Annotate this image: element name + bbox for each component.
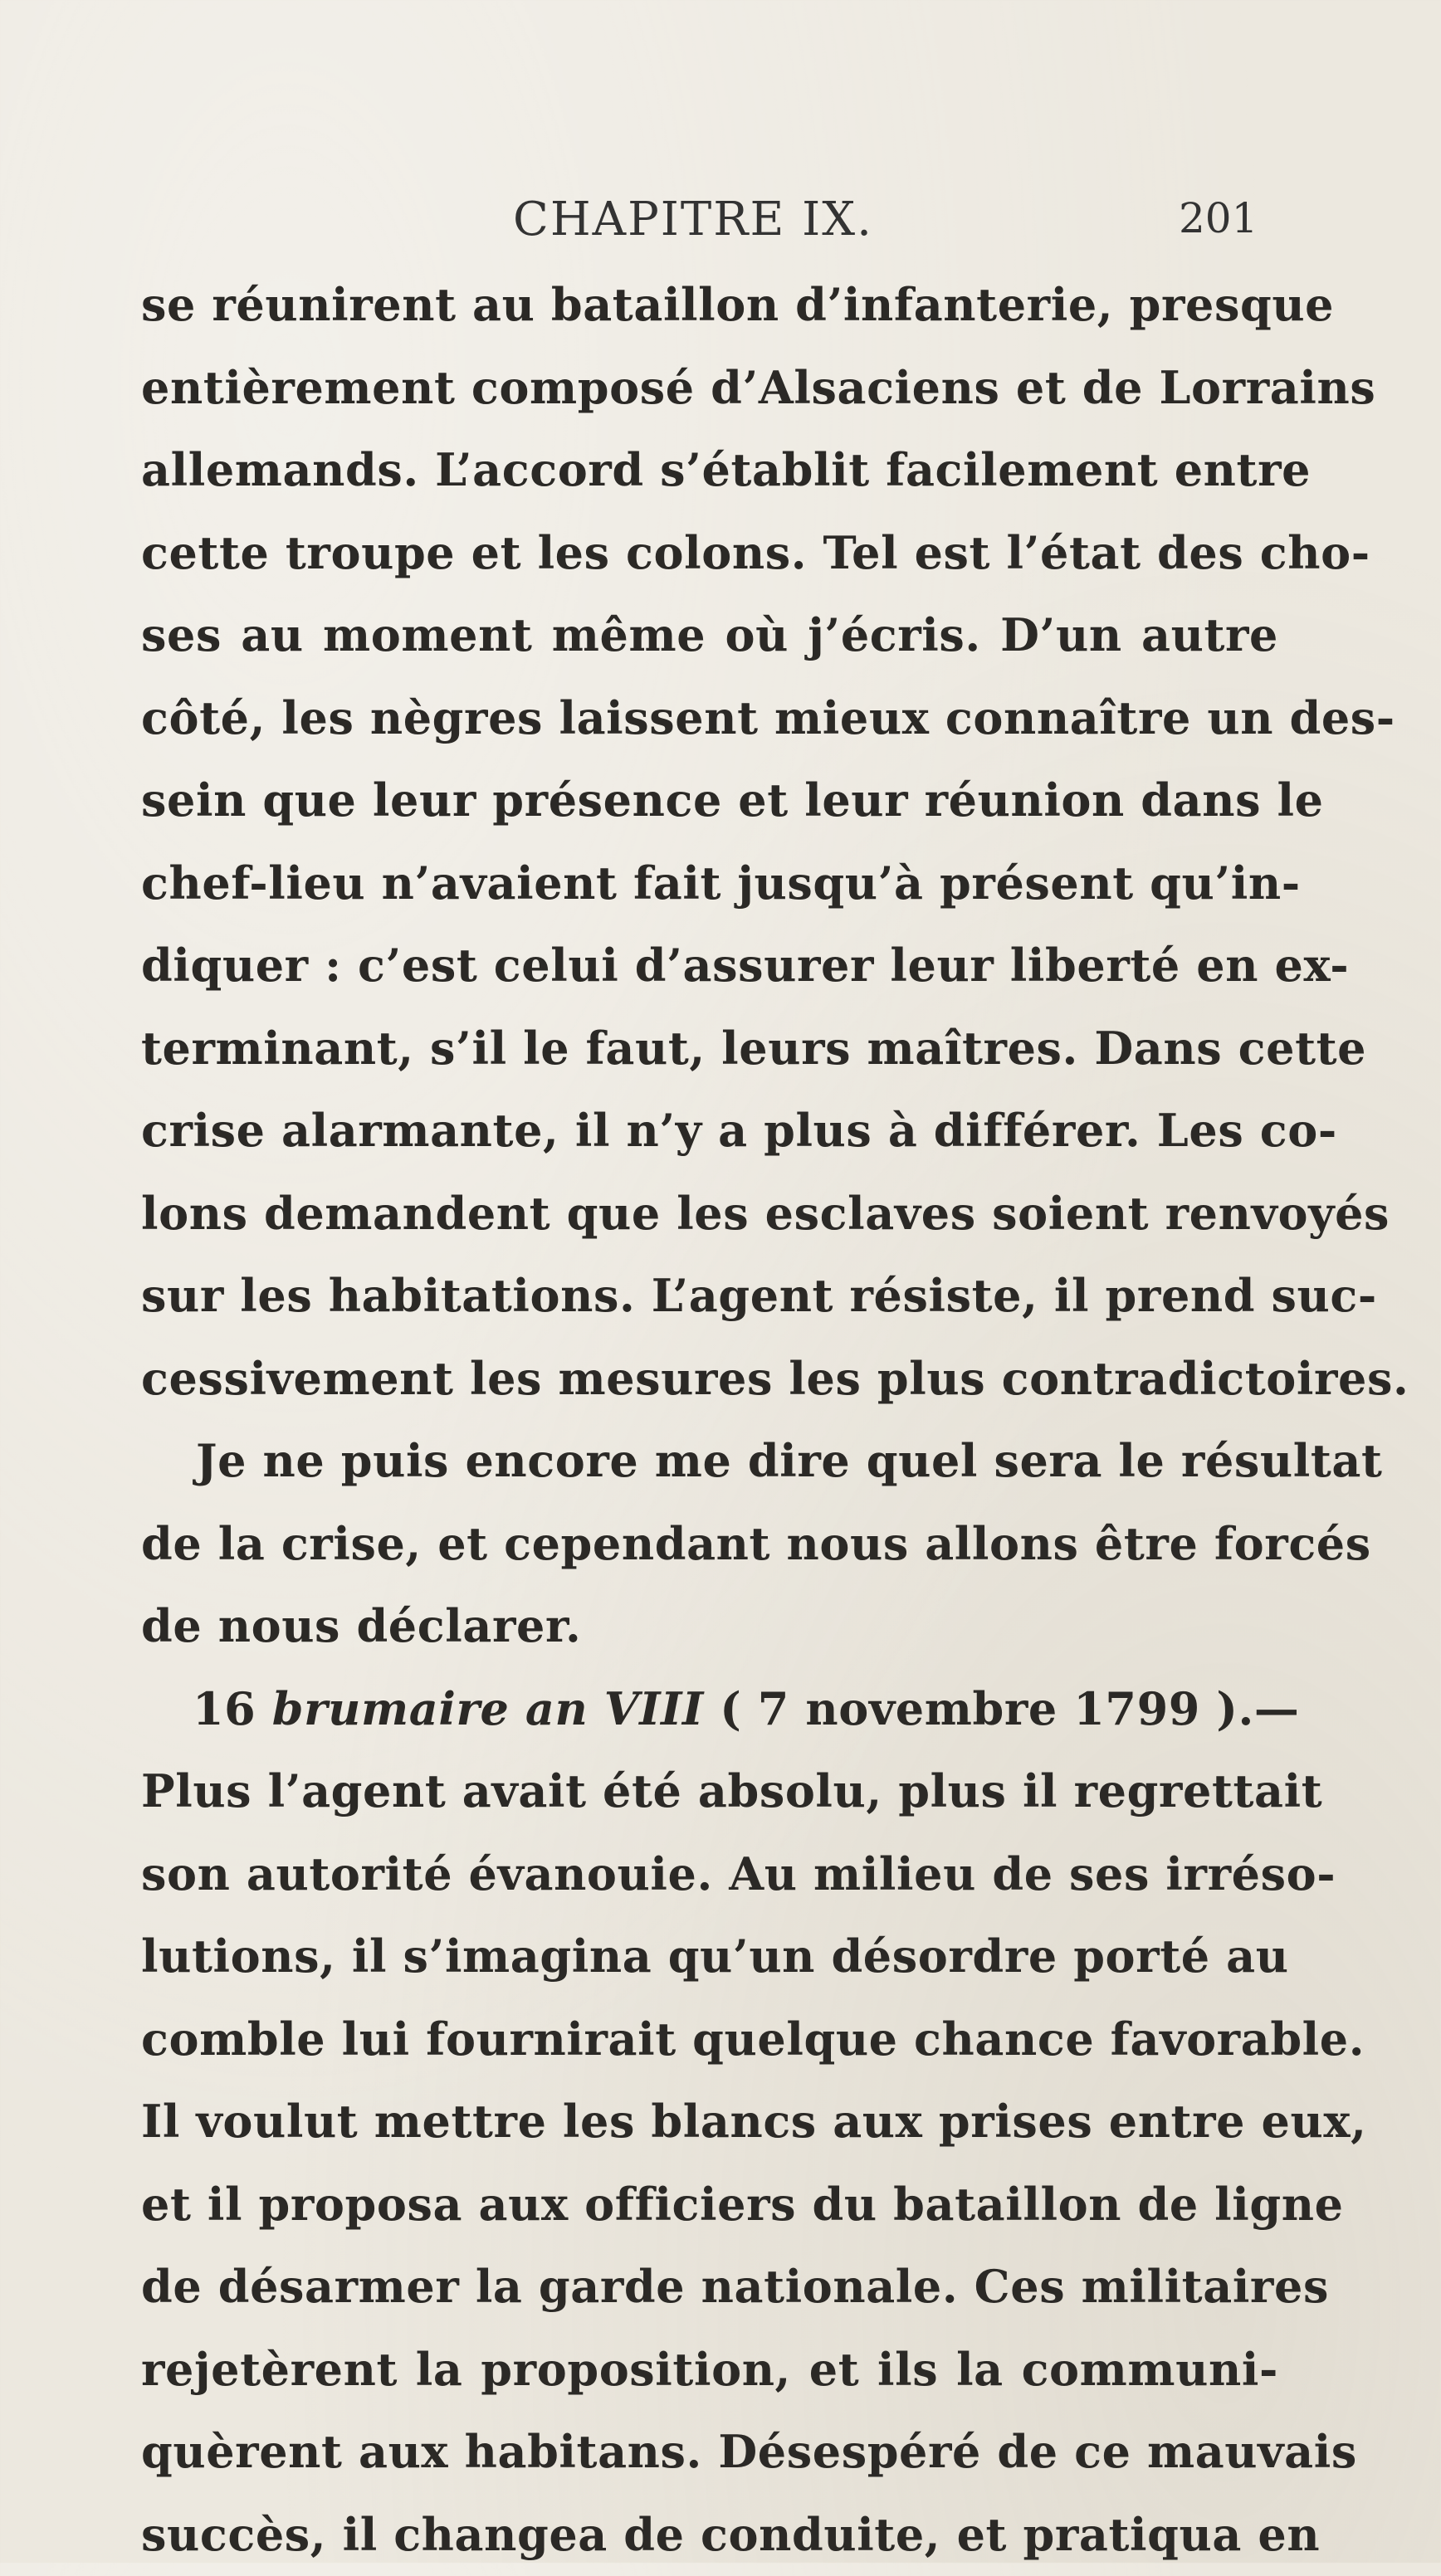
- running-head: [0, 193, 1441, 259]
- text-line: sur les habitations. L’agent résiste, il prend suc-: [141, 1255, 1278, 1338]
- date-day: 16: [193, 1682, 256, 1735]
- text-line: de nous déclarer.: [141, 1585, 1278, 1668]
- text-line: sein que leur présence et leur réunion dans le: [141, 759, 1278, 842]
- text-line: lutions, il s’imagina qu’un désordre porté au: [141, 1915, 1278, 1998]
- text-line: quèrent aux habitans. Désespéré de ce mauvais: [141, 2411, 1278, 2494]
- text-line: cette troupe et les colons. Tel est l’état des cho-: [141, 512, 1278, 595]
- text-line: comble lui fournirait quelque chance favorable.: [141, 1998, 1278, 2081]
- text-line: cessivement les mesures les plus contradictoires.: [141, 1338, 1278, 1421]
- text-line: lons demandent que les esclaves soient renvoyés: [141, 1173, 1278, 1256]
- chapter-title: CHAPITRE IX.: [513, 193, 873, 246]
- text-line: Plus l’agent avait été absolu, plus il regrettait: [141, 1750, 1278, 1833]
- margin-stain: [0, 614, 25, 647]
- body-text: [141, 264, 1278, 2576]
- date-line: [141, 1668, 1278, 1751]
- text-line: son autorité évanouie. Au milieu de ses irréso-: [141, 1833, 1278, 1916]
- text-line: crise alarmante, il n’y a plus à différer. Les co-: [141, 1090, 1278, 1173]
- text-line: entièrement composé d’Alsaciens et de Lorrains: [141, 347, 1278, 430]
- page-number: 201: [1179, 194, 1258, 242]
- text-line: diquer : c’est celui d’assurer leur liberté en ex-: [141, 925, 1278, 1007]
- text-line: Il voulut mettre les blancs aux prises entre eux,: [141, 2081, 1278, 2164]
- text-line: terminant, s’il le faut, leurs maîtres. Dans cette: [141, 1007, 1278, 1090]
- text-line: côté, les nègres laissent mieux connaître un des-: [141, 677, 1278, 760]
- text-line: ses au moment même où j’écris. D’un autre: [141, 594, 1278, 677]
- text-line: et il proposa aux officiers du bataillon de ligne: [141, 2164, 1278, 2247]
- text-line: allemands. L’accord s’établit facilement entre: [141, 429, 1278, 512]
- date-rest: ( 7 novembre 1799 ).—: [704, 1682, 1300, 1735]
- text-line: succès, il changea de conduite, et pratiqua en: [141, 2494, 1278, 2576]
- text-line: Je ne puis encore me dire quel sera le résultat: [141, 1420, 1278, 1503]
- date-italic: brumaire an VIII: [272, 1682, 704, 1735]
- text-line: rejetèrent la proposition, et ils la communi-: [141, 2329, 1278, 2412]
- text-line: de la crise, et cependant nous allons être forcés: [141, 1503, 1278, 1586]
- text-line: de désarmer la garde nationale. Ces militaires: [141, 2246, 1278, 2329]
- text-line: chef-lieu n’avaient fait jusqu’à présent qu’in-: [141, 842, 1278, 925]
- text-line: se réunirent au bataillon d’infanterie, presque: [141, 264, 1278, 347]
